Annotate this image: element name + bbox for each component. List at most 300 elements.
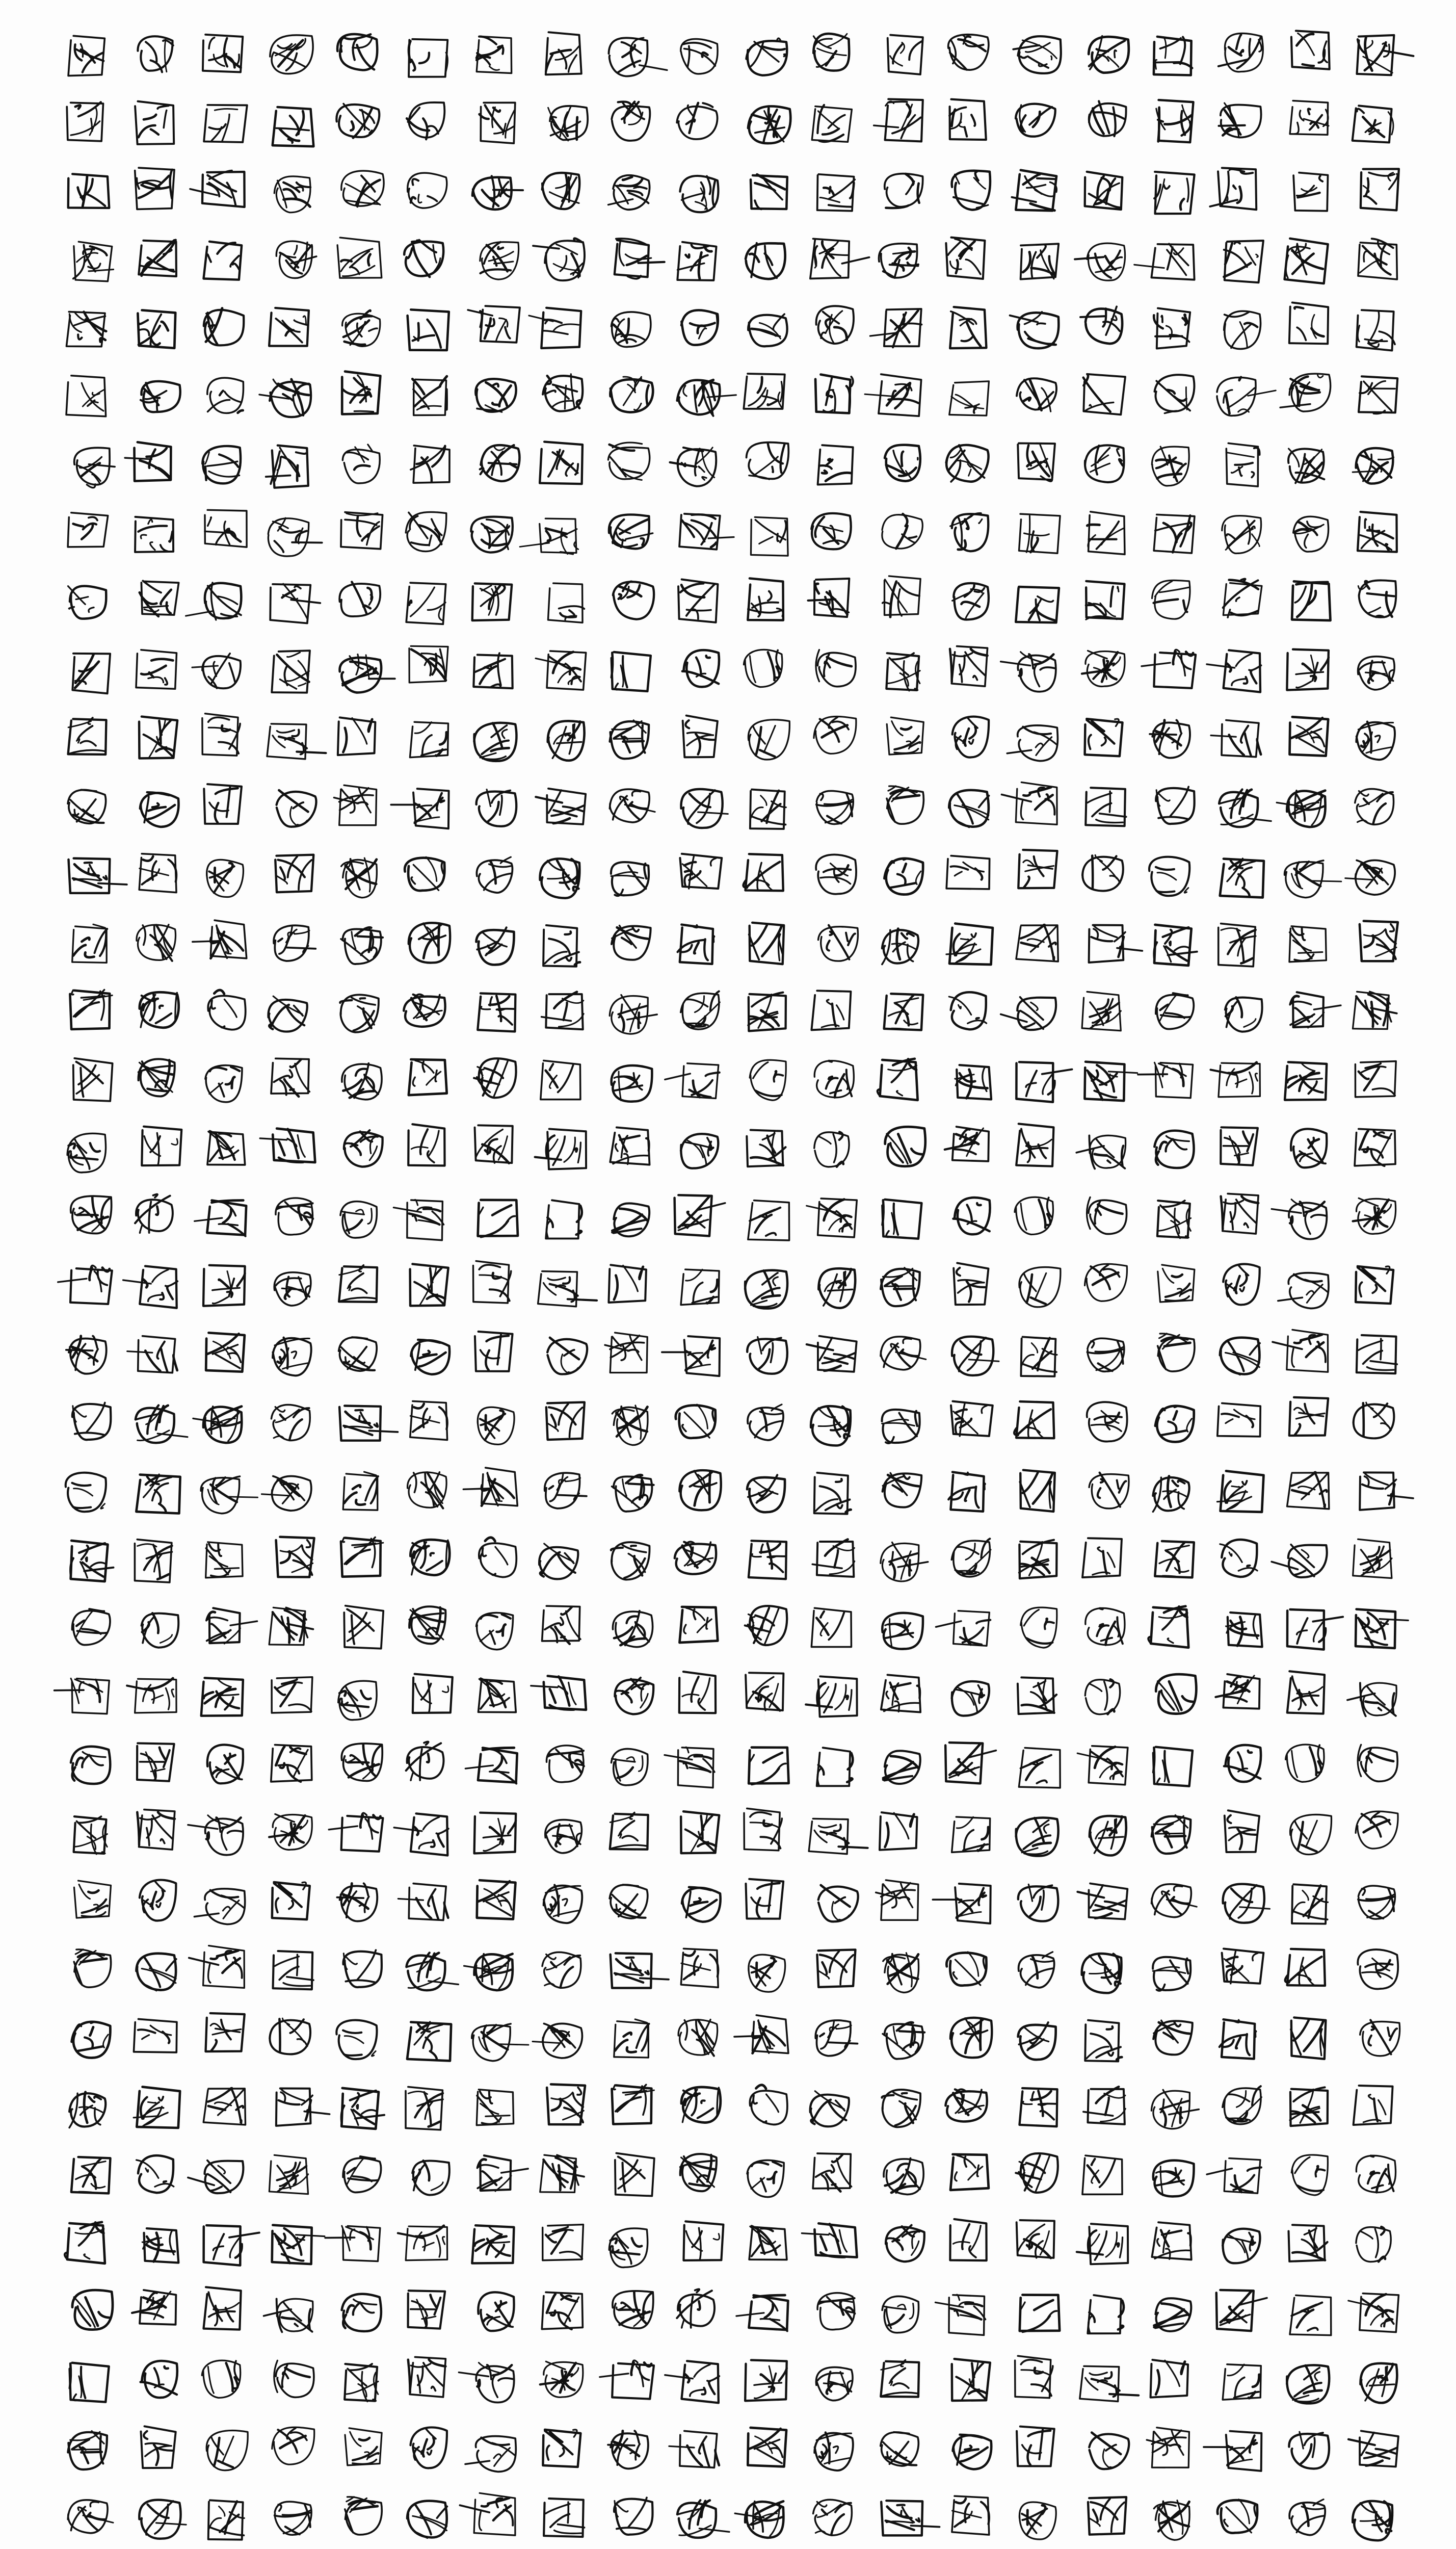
glyph-stroke xyxy=(892,1028,907,1029)
glyph-outline xyxy=(1089,1474,1129,1508)
scribble-glyph xyxy=(609,514,653,549)
scribble-glyph xyxy=(406,583,446,624)
scribble-glyph xyxy=(1018,443,1055,481)
glyph-stroke xyxy=(1239,377,1241,380)
scribble-glyph xyxy=(343,2156,381,2192)
glyph-stroke xyxy=(1023,252,1030,272)
glyph-stroke xyxy=(141,535,146,538)
glyph-outline xyxy=(1085,445,1124,482)
glyph-stroke xyxy=(574,1149,577,1152)
scribble-glyph xyxy=(818,445,853,484)
scribble-glyph xyxy=(745,1606,787,1645)
glyph-stroke xyxy=(614,2085,615,2090)
scribble-glyph xyxy=(1155,1541,1194,1577)
glyph-stroke xyxy=(73,1507,91,1508)
glyph-stroke xyxy=(698,737,715,740)
glyph-stroke xyxy=(1364,251,1366,262)
glyph-stroke xyxy=(1110,587,1113,607)
glyph-stroke xyxy=(423,1817,439,1829)
glyph-stroke xyxy=(1357,109,1364,113)
scribble-glyph xyxy=(750,1060,786,1100)
glyph-stroke xyxy=(1110,1679,1114,1687)
glyph-stroke xyxy=(1160,1205,1179,1223)
scribble-glyph xyxy=(1153,1957,1190,1991)
glyph-tail-stroke xyxy=(98,883,127,885)
glyph-stroke xyxy=(160,1635,172,1643)
glyph-stroke xyxy=(639,1756,643,1772)
glyph-stroke xyxy=(207,2161,230,2183)
glyph-stroke xyxy=(411,197,415,202)
glyph-stroke xyxy=(1095,1154,1107,1156)
glyph-stroke xyxy=(210,2187,222,2191)
scribble-glyph xyxy=(1089,36,1129,73)
glyph-stroke xyxy=(1175,1568,1188,1572)
scribble-glyph xyxy=(1018,850,1057,888)
glyph-tail-stroke xyxy=(1219,125,1245,126)
glyph-stroke xyxy=(156,1903,161,1907)
scribble-glyph xyxy=(140,581,179,616)
glyph-stroke xyxy=(1363,117,1384,137)
scribble-glyph xyxy=(68,174,110,208)
glyph-stroke xyxy=(151,339,160,345)
glyph-stroke xyxy=(274,1883,302,1907)
glyph-stroke xyxy=(498,653,501,685)
scribble-glyph xyxy=(260,1129,315,1162)
scribble-glyph xyxy=(748,1201,789,1240)
glyph-tail-stroke xyxy=(1157,1833,1182,1834)
glyph-stroke xyxy=(348,2178,378,2180)
glyph-stroke xyxy=(1172,1274,1182,1277)
scribble-glyph xyxy=(477,2155,528,2191)
glyph-stroke xyxy=(219,1280,229,1288)
glyph-outline xyxy=(1225,33,1263,71)
glyph-outline xyxy=(681,1811,719,1853)
glyph-stroke xyxy=(83,53,103,72)
glyph-stroke xyxy=(172,1139,178,1145)
glyph-stroke xyxy=(685,1952,695,1956)
scribble-glyph xyxy=(612,926,651,960)
glyph-stroke xyxy=(711,542,716,547)
scribble-glyph xyxy=(1154,514,1195,553)
glyph-stroke xyxy=(893,2026,897,2043)
glyph-stroke xyxy=(1305,1213,1310,1234)
scribble-glyph xyxy=(542,1952,581,1988)
scribble-glyph xyxy=(1156,100,1194,142)
scribble-glyph xyxy=(1018,2022,1056,2060)
glyph-stroke xyxy=(1098,1205,1122,1214)
scribble-glyph xyxy=(747,38,787,75)
glyph-stroke xyxy=(1359,1341,1383,1350)
scribble-glyph xyxy=(188,2161,243,2193)
scribble-glyph xyxy=(882,1613,923,1649)
scribble-glyph xyxy=(1014,1401,1054,1438)
glyph-tail-stroke xyxy=(1075,257,1103,259)
scribble-glyph xyxy=(543,374,583,411)
scribble-glyph xyxy=(1226,1612,1262,1647)
glyph-stroke xyxy=(1229,1827,1253,1830)
glyph-outline xyxy=(952,1817,990,1852)
glyph-stroke xyxy=(615,1144,618,1151)
glyph-stroke xyxy=(211,2040,217,2051)
scribble-glyph xyxy=(881,1542,928,1581)
scribble-glyph xyxy=(474,723,517,761)
glyph-stroke xyxy=(339,1691,346,1696)
scribble-glyph xyxy=(207,1131,245,1165)
glyph-stroke xyxy=(364,858,370,892)
glyph-stroke xyxy=(1020,997,1043,1020)
glyph-stroke xyxy=(819,465,831,469)
glyph-tail-stroke xyxy=(681,1963,710,1970)
glyph-tail-stroke xyxy=(1272,1562,1298,1569)
glyph-stroke xyxy=(829,205,852,207)
glyph-tail-stroke xyxy=(886,1286,911,1287)
scribble-glyph xyxy=(946,856,989,889)
scribble-glyph xyxy=(535,1129,586,1169)
glyph-stroke xyxy=(205,466,206,480)
glyph-stroke xyxy=(494,262,513,264)
glyph-outline xyxy=(747,41,787,75)
scribble-glyph xyxy=(954,1198,990,1234)
glyph-stroke xyxy=(1319,176,1322,181)
glyph-stroke xyxy=(752,603,778,608)
scribble-glyph xyxy=(272,1677,312,1713)
glyph-stroke xyxy=(773,1277,778,1286)
glyph-stroke xyxy=(82,1755,89,1767)
glyph-stroke xyxy=(166,1688,169,1709)
glyph-stroke xyxy=(1023,1023,1035,1027)
glyph-stroke xyxy=(578,1142,580,1163)
glyph-stroke xyxy=(160,1293,164,1299)
glyph-stroke xyxy=(501,584,505,592)
glyph-stroke xyxy=(1308,109,1310,114)
glyph-stroke xyxy=(412,179,418,185)
glyph-stroke xyxy=(816,1618,828,1635)
scribble-glyph xyxy=(1157,1201,1191,1238)
scribble-glyph xyxy=(1019,2088,1057,2126)
glyph-stroke xyxy=(824,1684,836,1712)
glyph-stroke xyxy=(1160,447,1168,465)
scribble-glyph xyxy=(68,586,107,618)
glyph-stroke xyxy=(906,1953,912,1987)
glyph-stroke xyxy=(141,400,156,403)
scribble-glyph xyxy=(1278,1273,1329,1309)
glyph-stroke xyxy=(219,742,239,753)
scribble-glyph xyxy=(67,102,103,141)
scribble-glyph xyxy=(1356,1811,1398,1849)
scribble-glyph xyxy=(1358,1745,1397,1781)
glyph-stroke xyxy=(1155,60,1157,69)
glyph-outline xyxy=(610,1333,647,1372)
glyph-stroke xyxy=(418,1636,438,1639)
glyph-stroke xyxy=(762,1295,780,1298)
scribble-glyph xyxy=(137,2155,174,2193)
scribble-glyph xyxy=(203,242,242,280)
glyph-outline xyxy=(681,1269,719,1305)
scribble-glyph xyxy=(205,1065,242,1102)
glyph-stroke xyxy=(845,1696,848,1699)
glyph-stroke xyxy=(904,1021,918,1025)
scribble-glyph xyxy=(1152,1884,1197,1917)
scribble-glyph xyxy=(1089,101,1126,136)
scribble-glyph xyxy=(748,720,789,760)
glyph-stroke xyxy=(1369,1752,1393,1761)
scribble-glyph xyxy=(1353,992,1396,1029)
scribble-glyph xyxy=(1084,1062,1137,1101)
scribble-glyph xyxy=(343,1950,381,1987)
glyph-stroke xyxy=(69,1143,75,1148)
glyph-stroke xyxy=(208,2088,232,2102)
glyph-outline xyxy=(202,714,238,756)
glyph-stroke xyxy=(690,2183,709,2186)
glyph-stroke xyxy=(620,519,648,534)
glyph-stroke xyxy=(1376,616,1383,617)
glyph-stroke xyxy=(352,932,356,949)
glyph-tail-stroke xyxy=(194,1913,219,1916)
scribble-glyph xyxy=(1149,857,1189,896)
scribble-glyph xyxy=(747,2160,784,2197)
scribble-glyph xyxy=(816,650,856,687)
scribble-glyph xyxy=(1085,445,1124,482)
scribble-glyph xyxy=(818,1268,855,1308)
glyph-stroke xyxy=(575,464,578,475)
scribble-glyph xyxy=(816,854,856,894)
glyph-stroke xyxy=(432,1896,438,1919)
glyph-stroke xyxy=(428,320,441,348)
glyph-stroke xyxy=(894,1813,909,1839)
scribble-glyph xyxy=(1082,992,1121,1030)
glyph-stroke xyxy=(772,467,773,473)
scribble-glyph xyxy=(610,377,653,412)
scribble-glyph xyxy=(1360,1472,1413,1510)
scribble-glyph xyxy=(338,717,376,755)
glyph-stroke xyxy=(298,1135,305,1157)
scribble-glyph xyxy=(273,107,314,146)
glyph-stroke xyxy=(623,177,632,180)
scribble-glyph xyxy=(538,1271,597,1307)
glyph-stroke xyxy=(971,649,988,656)
scribble-glyph xyxy=(748,1404,783,1440)
glyph-stroke xyxy=(297,111,304,135)
scribble-glyph xyxy=(874,99,923,141)
glyph-stroke xyxy=(1248,1751,1252,1753)
glyph-stroke xyxy=(752,2163,768,2166)
glyph-stroke xyxy=(688,808,698,824)
glyph-stroke xyxy=(1365,37,1372,70)
glyph-stroke xyxy=(549,1486,553,1489)
scribble-glyph xyxy=(270,584,320,623)
glyph-stroke xyxy=(826,311,842,333)
scribble-glyph xyxy=(192,654,241,688)
scribble-glyph xyxy=(201,1476,257,1514)
glyph-stroke xyxy=(963,862,984,872)
glyph-tail-stroke xyxy=(568,1299,597,1300)
glyph-stroke xyxy=(290,116,299,134)
glyph-stroke xyxy=(1027,185,1046,188)
glyph-stroke xyxy=(634,403,641,410)
glyph-stroke xyxy=(1174,1411,1177,1419)
glyph-stroke xyxy=(1236,35,1241,49)
scribble-glyph xyxy=(271,1405,310,1441)
glyph-stroke xyxy=(483,757,506,760)
glyph-stroke xyxy=(837,1005,844,1020)
scribble-glyph xyxy=(1358,657,1395,690)
scribble-glyph xyxy=(610,720,649,759)
scribble-glyph xyxy=(1290,2087,1328,2126)
glyph-stroke xyxy=(414,1282,444,1305)
glyph-stroke xyxy=(771,1343,773,1362)
glyph-stroke xyxy=(709,1472,710,1502)
glyph-stroke xyxy=(706,656,710,658)
glyph-stroke xyxy=(423,1351,430,1355)
scribble-glyph xyxy=(465,1748,517,1783)
glyph-stroke xyxy=(352,582,366,614)
scribble-glyph xyxy=(472,176,523,210)
glyph-stroke xyxy=(495,1547,508,1565)
scribble-glyph xyxy=(881,1337,926,1370)
scribble-glyph xyxy=(886,653,920,691)
glyph-stroke xyxy=(768,652,775,680)
glyph-stroke xyxy=(886,1692,889,1699)
glyph-stroke xyxy=(351,267,359,274)
scribble-glyph xyxy=(681,789,728,828)
glyph-tail-stroke xyxy=(1248,391,1276,396)
glyph-stroke xyxy=(151,129,158,135)
glyph-stroke xyxy=(918,184,919,203)
glyph-stroke xyxy=(357,516,361,536)
glyph-tail-stroke xyxy=(291,600,320,603)
scribble-glyph xyxy=(407,2022,451,2061)
glyph-stroke xyxy=(622,1836,638,1840)
glyph-stroke xyxy=(1108,57,1119,67)
glyph-stroke xyxy=(492,1574,495,1575)
scribble-glyph xyxy=(531,1676,586,1709)
glyph-stroke xyxy=(418,195,421,203)
scribble-glyph xyxy=(271,1745,312,1782)
glyph-stroke xyxy=(829,396,832,397)
glyph-stroke xyxy=(208,1964,210,1983)
glyph-tail-stroke xyxy=(125,458,151,459)
scribble-glyph xyxy=(746,1879,783,1919)
glyph-stroke xyxy=(891,1562,895,1578)
glyph-stroke xyxy=(480,589,493,596)
glyph-stroke xyxy=(340,1000,352,1003)
scribble-glyph xyxy=(1224,1745,1261,1782)
scribble-glyph xyxy=(1290,992,1341,1028)
glyph-stroke xyxy=(146,2168,148,2172)
glyph-stroke xyxy=(1375,736,1380,742)
scribble-glyph xyxy=(476,857,512,893)
glyph-stroke xyxy=(155,1881,165,1891)
glyph-stroke xyxy=(1362,1485,1383,1489)
glyph-outline xyxy=(139,1810,175,1850)
glyph-tail-stroke xyxy=(1080,316,1105,317)
glyph-tail-stroke xyxy=(261,1494,288,1496)
glyph-stroke xyxy=(1031,252,1036,277)
glyph-stroke xyxy=(885,1823,889,1848)
scribble-glyph xyxy=(680,176,718,212)
scribble-glyph xyxy=(274,176,310,213)
scribble-glyph xyxy=(746,243,785,279)
glyph-stroke xyxy=(983,1895,986,1897)
glyph-stroke xyxy=(489,66,499,70)
glyph-outline xyxy=(135,1679,176,1713)
scribble-glyph xyxy=(949,992,986,1029)
glyph-stroke xyxy=(506,110,515,138)
scribble-glyph xyxy=(814,716,856,753)
scribble-glyph xyxy=(74,448,115,487)
glyph-outline xyxy=(341,512,383,549)
glyph-stroke xyxy=(1232,1486,1239,1487)
glyph-stroke xyxy=(1295,122,1299,134)
scribble-glyph xyxy=(946,238,985,279)
scribble-glyph xyxy=(202,714,240,756)
glyph-outline xyxy=(1288,1273,1329,1309)
scribble-glyph xyxy=(409,923,450,963)
glyph-stroke xyxy=(213,1288,240,1290)
glyph-stroke xyxy=(692,1297,717,1303)
glyph-stroke xyxy=(1183,601,1187,612)
scribble-glyph xyxy=(73,1058,113,1101)
glyph-stroke xyxy=(1370,2020,1391,2054)
glyph-stroke xyxy=(957,821,969,827)
glyph-stroke xyxy=(827,941,829,950)
glyph-stroke xyxy=(614,1276,618,1300)
glyph-stroke xyxy=(307,1540,310,1547)
glyph-stroke xyxy=(79,1543,105,1553)
scribble-glyph xyxy=(1017,378,1056,411)
glyph-stroke xyxy=(89,1357,94,1359)
glyph-outline xyxy=(950,99,986,140)
glyph-stroke xyxy=(1358,1267,1385,1291)
glyph-stroke xyxy=(1161,316,1162,322)
glyph-stroke xyxy=(1027,939,1044,942)
scribble-glyph xyxy=(681,310,718,345)
glyph-tail-stroke xyxy=(874,125,898,127)
scribble-glyph xyxy=(1082,651,1125,686)
scribble-glyph xyxy=(881,1268,920,1307)
glyph-stroke xyxy=(891,1683,910,1687)
glyph-stroke xyxy=(209,1556,227,1567)
scribble-glyph xyxy=(679,1470,721,1510)
glyph-stroke xyxy=(1311,1215,1327,1217)
scribble-glyph xyxy=(751,517,788,556)
scribble-glyph xyxy=(1211,1062,1260,1097)
glyph-stroke xyxy=(224,999,236,1017)
scribble-glyph xyxy=(475,1125,513,1163)
glyph-stroke xyxy=(882,1423,915,1425)
glyph-stroke xyxy=(711,1280,718,1292)
glyph-stroke xyxy=(832,1004,836,1027)
glyph-stroke xyxy=(1384,1007,1387,1025)
glyph-stroke xyxy=(1312,315,1316,338)
glyph-stroke xyxy=(716,315,717,331)
glyph-stroke xyxy=(215,2102,231,2105)
glyph-stroke xyxy=(571,677,579,684)
scribble-glyph xyxy=(127,1678,176,1713)
glyph-stroke xyxy=(1365,935,1373,947)
glyph-stroke xyxy=(75,105,81,109)
scribble-glyph xyxy=(1010,312,1059,349)
glyph-stroke xyxy=(561,1607,572,1615)
scribble-glyph xyxy=(473,1261,511,1303)
scribble-glyph xyxy=(1155,375,1195,413)
scribble-glyph xyxy=(71,1196,112,1233)
glyph-stroke xyxy=(695,996,704,1012)
glyph-stroke xyxy=(298,821,307,825)
glyph-stroke xyxy=(368,254,370,266)
scribble-glyph xyxy=(818,925,858,961)
scribble-glyph xyxy=(945,1742,996,1783)
